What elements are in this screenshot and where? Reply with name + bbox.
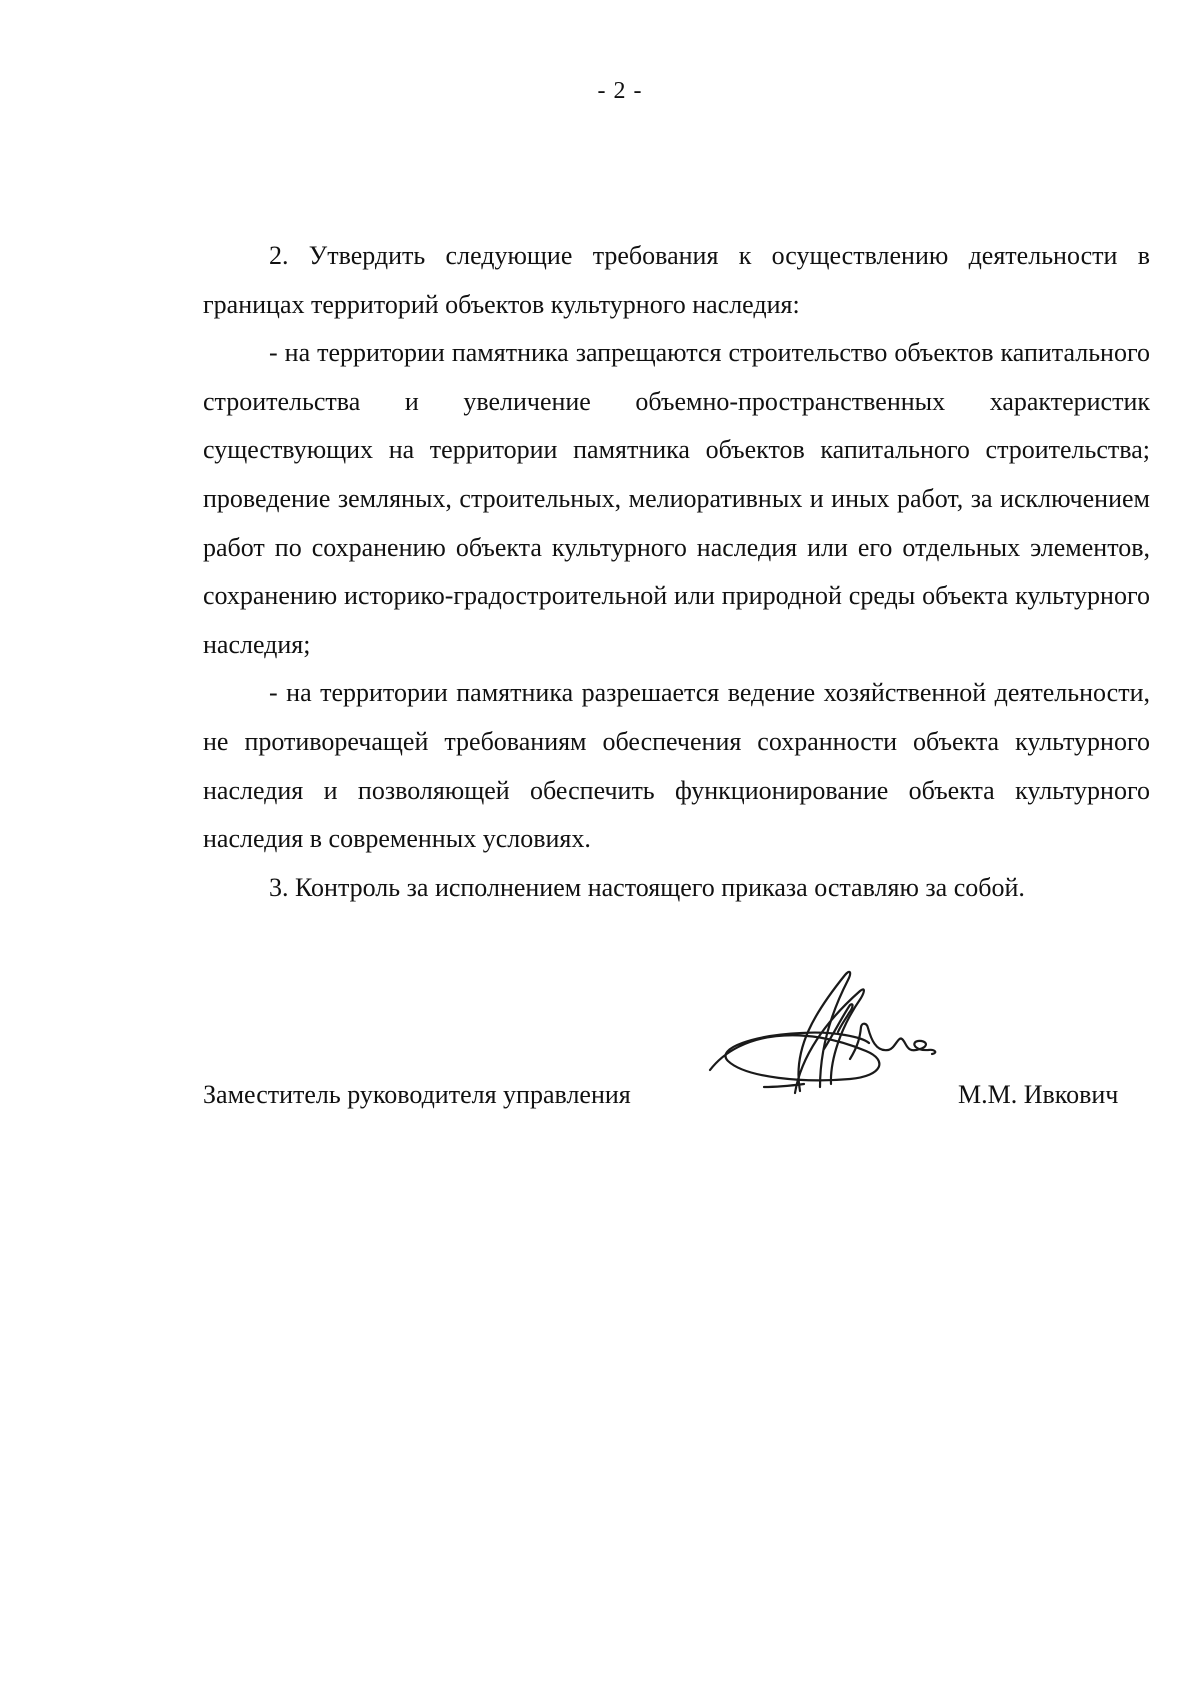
- paragraph-permissions: - на территории памятника разрешается ведение хозяйственной деятельности, не противоречащей требованиям обеспечения сохранности объекта культурного наследия и позволяющей обеспечить функционирование объекта культурного наследия в современных условиях.: [203, 678, 1150, 854]
- page-number: - 2 -: [597, 78, 643, 104]
- paragraph-control: 3. Контроль за исполнением настоящего приказа оставляю за собой.: [269, 872, 1025, 902]
- signatory-title: Заместитель руководителя управления: [203, 1080, 631, 1109]
- paragraph-prohibitions: - на территории памятника запрещаются строительство объектов капитального строительства и увеличение объемно-пространственных характеристик существующих на территории памятника объектов капитального строительства; проведение земляных, строительных, мелиоративных и иных работ, за исключением работ по сохранению объекта культурного наследия или его отдельных элементов, сохранению историко-градостроительной или природной среды объекта культурного наследия;: [203, 338, 1150, 659]
- signatory-name: М.М. Ивкович: [958, 1080, 1119, 1109]
- document-body: [203, 232, 1150, 912]
- paragraph-requirements: 2. Утвердить следующие требования к осуществлению деятельности в границах территорий объектов культурного наследия:: [203, 241, 1150, 319]
- handwritten-signature: [700, 955, 950, 1130]
